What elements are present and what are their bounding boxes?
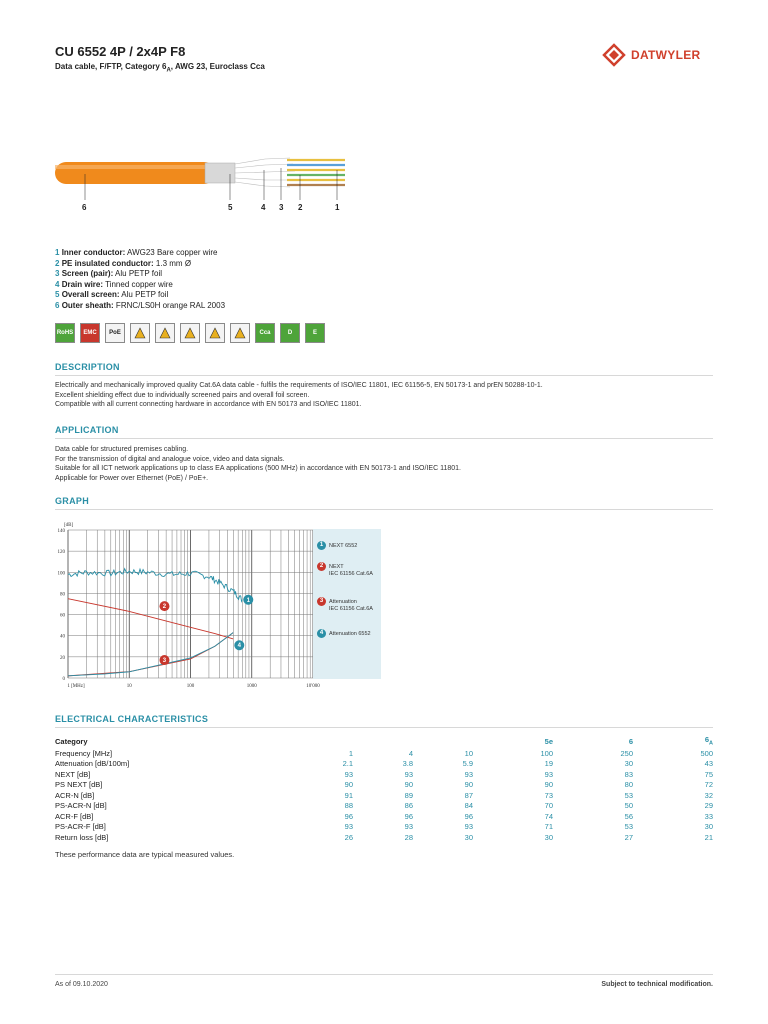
series-marker-label: 2 bbox=[162, 604, 167, 611]
legend-item: 2 NEXT IEC 61156 Cat.6A bbox=[317, 562, 373, 578]
certification-icon: D bbox=[280, 323, 300, 343]
table-row: PS-ACR-N [dB] 88 86 84 70 50 29 bbox=[55, 801, 713, 811]
table-row: PS-ACR-F [dB] 93 93 93 71 53 30 bbox=[55, 822, 713, 832]
cable-illustration bbox=[55, 150, 355, 210]
footer-divider bbox=[55, 974, 713, 975]
x-tick-label: 100 bbox=[186, 684, 195, 689]
electrical-table bbox=[55, 734, 713, 843]
cable-label-2: 2 bbox=[298, 203, 303, 212]
certification-icon bbox=[180, 323, 200, 343]
x-tick-label: 1000 bbox=[246, 684, 257, 689]
description-heading: DESCRIPTION bbox=[55, 362, 120, 372]
table-note: These performance data are typical measured values. bbox=[55, 850, 235, 859]
divider bbox=[55, 375, 713, 376]
cable-label-1: 1 bbox=[335, 203, 340, 212]
legend-item: 1 NEXT 6552 bbox=[317, 541, 357, 550]
series-line bbox=[68, 599, 233, 639]
component-item: 1 Inner conductor: AWG23 Bare copper wire bbox=[55, 248, 218, 257]
divider bbox=[55, 509, 713, 510]
x-tick-label: 1 [MHz] bbox=[67, 684, 85, 689]
component-item: 4 Drain wire: Tinned copper wire bbox=[55, 279, 173, 289]
series-marker-label: 4 bbox=[237, 643, 241, 650]
y-tick-label: 80 bbox=[60, 592, 65, 598]
cable-label-4: 4 bbox=[261, 203, 266, 212]
divider bbox=[55, 438, 713, 439]
footer-note: Subject to technical modification. bbox=[601, 981, 713, 988]
certification-icon bbox=[155, 323, 175, 343]
certification-icon: RoHS bbox=[55, 323, 75, 343]
table-header-row: Category 5e 6 $6_A$ bbox=[55, 735, 713, 747]
certification-icon: Cca bbox=[255, 323, 275, 343]
x-tick-label: 10'000 bbox=[306, 684, 320, 689]
y-tick-label: 0 bbox=[62, 677, 65, 682]
y-tick-label: 20 bbox=[60, 655, 65, 661]
y-tick-label: 100 bbox=[57, 571, 65, 577]
y-tick-label: 40 bbox=[60, 634, 65, 640]
component-item: 6 Outer sheath: FRNC/LS0H orange RAL 2003 bbox=[55, 300, 226, 310]
description-text: Electrically and mechanically improved quality Cat.6A data cable - fulfils the requirements of ISO/IEC 11801, IEC 61156-5, EN 50173-1 and prEN 50288-10-1. Excellent shielding effect due to individually screened pairs and overall foil screen. Compatible with all current connecting hardware in accordance with EN 50173 and ISO/IEC 11801. bbox=[55, 382, 543, 409]
application-heading: APPLICATION bbox=[55, 425, 119, 435]
table-row: PS NEXT [dB] 90 90 90 90 80 72 bbox=[55, 780, 713, 790]
page-title: CU 6552 4P / 2x4P F8 bbox=[55, 44, 186, 59]
series-line bbox=[68, 633, 233, 676]
y-tick-label: 60 bbox=[60, 613, 65, 619]
legend-item: 4 Attenuation 6552 bbox=[317, 629, 371, 638]
series-marker-label: 3 bbox=[162, 658, 167, 665]
footer-date: As of 09.10.2020 bbox=[55, 981, 108, 988]
legend-item: 3 Attenuation IEC 61156 Cat.6A bbox=[317, 597, 373, 613]
datwyler-logo-icon bbox=[603, 44, 625, 66]
graph-chart bbox=[50, 514, 320, 694]
logo-text: DATWYLER bbox=[631, 48, 701, 62]
series-line bbox=[68, 633, 233, 676]
divider bbox=[55, 727, 713, 728]
x-tick-label: 10 bbox=[126, 684, 132, 689]
certification-icon: PoE bbox=[105, 323, 125, 343]
cable-label-3: 3 bbox=[279, 203, 284, 212]
y-unit-label: [dB] bbox=[64, 523, 74, 528]
application-text: Data cable for structured premises cabling. For the transmission of digital and analogue voice, video and data signals. Suitable for all ICT network applications up to class EA applications (500 MHz) in accordance with EN 50173-1 and ISO/IEC 11801. Applicable for Power over Ethernet (PoE) / PoE+. bbox=[55, 446, 461, 482]
electrical-heading: ELECTRICAL CHARACTERISTICS bbox=[55, 714, 209, 724]
table-row: Attenuation [dB/100m] 2.1 3.8 5.9 19 30 43 bbox=[55, 759, 713, 769]
table-row: Frequency [MHz] 1 4 10 100 250 500 bbox=[55, 748, 713, 758]
component-item: 2 PE insulated conductor: 1.3 mm Ø bbox=[55, 258, 192, 268]
series-line bbox=[68, 569, 242, 602]
cable-label-6: 6 bbox=[82, 203, 87, 212]
series-marker-label: 1 bbox=[246, 597, 250, 604]
table-row: ACR-N [dB] 91 89 87 73 53 32 bbox=[55, 790, 713, 800]
certification-icon bbox=[205, 323, 225, 343]
certification-icon: EMC bbox=[80, 323, 100, 343]
certification-icons bbox=[55, 323, 325, 343]
components-list bbox=[55, 248, 225, 311]
graph-legend bbox=[313, 529, 381, 679]
certification-icon bbox=[230, 323, 250, 343]
certification-icon bbox=[130, 323, 150, 343]
table-row: ACR-F [dB] 96 96 96 74 56 33 bbox=[55, 811, 713, 821]
graph-heading: GRAPH bbox=[55, 496, 90, 506]
page-subtitle: Data cable, F/FTP, Category $6_A$, AWG 23, Euroclass Cca bbox=[55, 62, 265, 74]
certification-icon: E bbox=[305, 323, 325, 343]
component-item: 5 Overall screen: Alu PETP foil bbox=[55, 290, 169, 299]
datwyler-logo bbox=[603, 43, 701, 67]
component-item: 3 Screen (pair): Alu PETP foil bbox=[55, 269, 163, 278]
y-tick-label: 120 bbox=[57, 550, 65, 556]
cable-label-5: 5 bbox=[228, 203, 233, 212]
y-tick-label: 140 bbox=[57, 529, 65, 534]
table-row: NEXT [dB] 93 93 93 93 83 75 bbox=[55, 769, 713, 779]
table-row: Return loss [dB] 26 28 30 30 27 21 bbox=[55, 832, 713, 842]
